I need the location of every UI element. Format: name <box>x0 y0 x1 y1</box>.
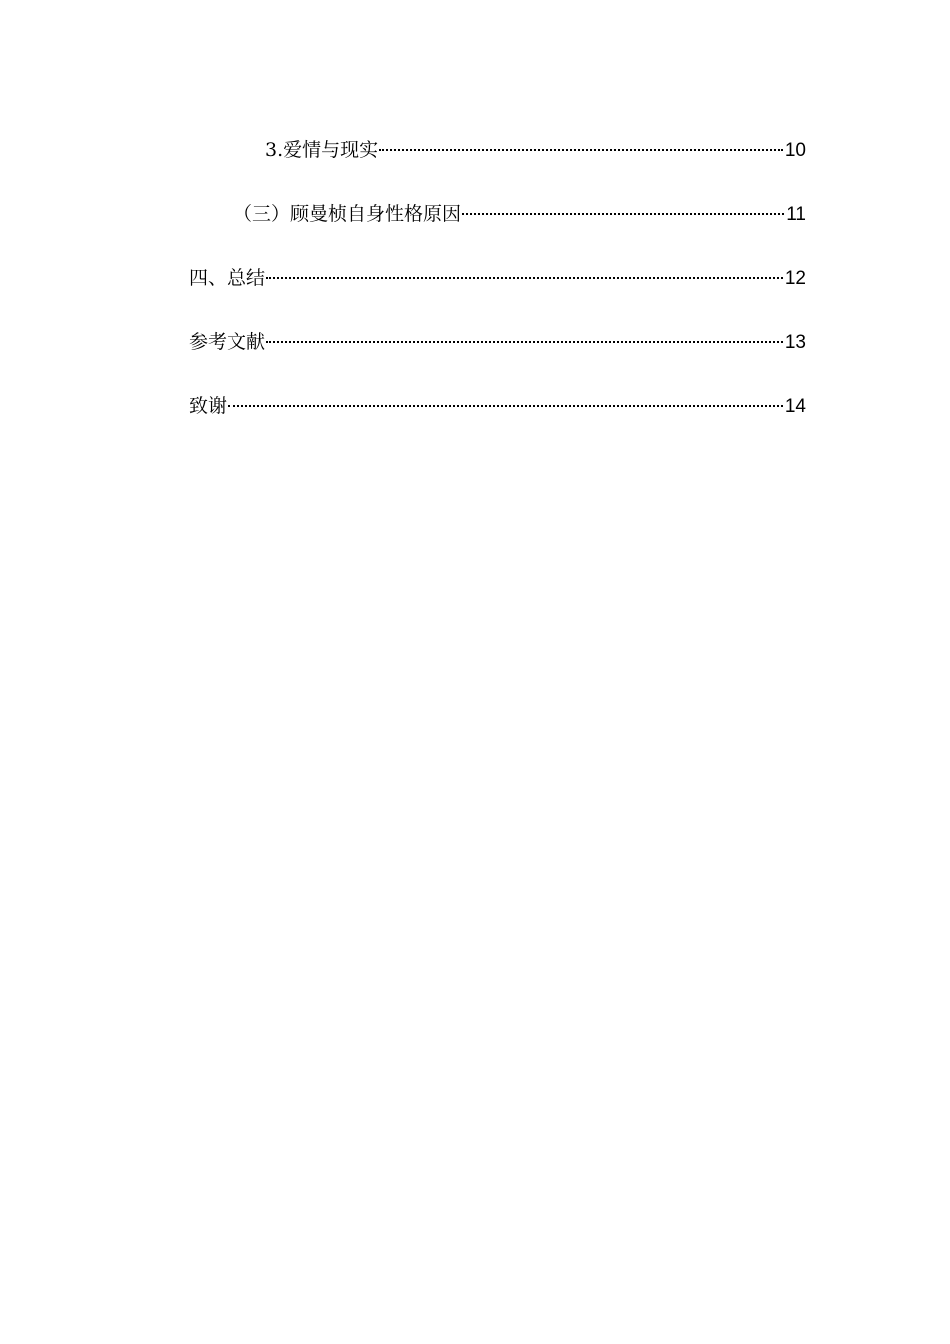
toc-entry[interactable] <box>189 262 806 326</box>
toc-entry-page-number: 10 <box>784 140 806 161</box>
toc-entry-page-number: 11 <box>786 204 806 225</box>
toc-entry-title: 参考文献 <box>189 331 266 353</box>
toc-entry[interactable] <box>189 134 806 198</box>
toc-dot-leader <box>462 213 784 215</box>
toc-entry-title: 3.爱情与现实 <box>265 139 379 161</box>
toc-entry-page-number: 14 <box>784 396 806 417</box>
toc-dot-leader <box>379 149 783 151</box>
toc-entry-page-number: 13 <box>784 332 806 353</box>
toc-dot-leader <box>266 341 783 343</box>
toc-entry[interactable] <box>189 326 806 390</box>
toc-entry-title: 致谢 <box>189 395 228 417</box>
toc-entry-page-number: 12 <box>784 268 806 289</box>
table-of-contents <box>189 134 806 454</box>
toc-entry-title: （三）顾曼桢自身性格原因 <box>233 203 462 225</box>
toc-dot-leader <box>228 405 783 407</box>
toc-entry[interactable] <box>189 198 806 262</box>
toc-entry-title: 四、总结 <box>189 267 266 289</box>
toc-dot-leader <box>266 277 783 279</box>
toc-entry[interactable] <box>189 390 806 454</box>
